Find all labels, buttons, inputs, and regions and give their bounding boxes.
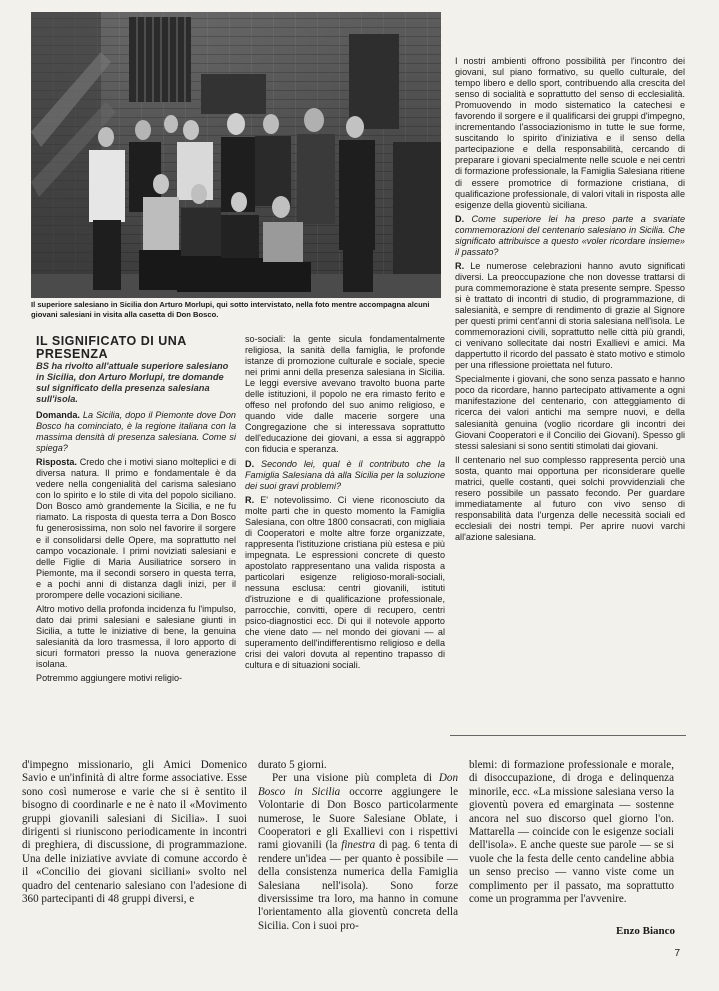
- answer-text: so-sociali: la gente sicula fondamentalmente religiosa, la sanità della famiglia, le profonde istanze di promozione culturale e sociale, specie nei primi anni della presenza salesiana in Sicilia. Le leggi eversive avevano travolto buona parte delle istituzioni, il popolo ne era rimasto ferito e offeso nel profondo del suo animo religioso, e quando vide dalle macerie sorgere una Congregazione che si interessava soprattutto dell'educazione dei giovani, a essa si aggrappò con fiducia e speranza.: [245, 334, 445, 455]
- question-text: Secondo lei, qual è il contributo che la Famiglia Salesiana dà alla Sicilia per la soluzione dei suoi gravi problemi?: [245, 458, 445, 491]
- paragraph: [245, 459, 445, 492]
- body-text: Per una visione più completa di: [272, 772, 439, 785]
- body-text: durato 5 giorni.: [258, 759, 327, 771]
- body-text-italic: Don Bosco in Sicilia: [258, 772, 458, 798]
- interview-column-2: [245, 334, 445, 671]
- body-paragraph: [258, 772, 458, 933]
- answer-label: R.: [455, 260, 465, 271]
- paragraph: [36, 673, 236, 684]
- paragraph: [36, 410, 236, 454]
- answer-text: Le numerose celebrazioni hanno avuto significati diversi. La preoccupazione che non dovesse trattarsi di pura commemorazione è stata presente sempre. Spesso si è trattato di incontri di studio, di programmazione, di salesianità, e sempre di rendimento di grazie al Signore per questi primi cent'anni di storia salesiana nell'isola. Le commemorazioni civili, soprattutto nelle città più grandi, ci venivano sollecitate dai nostri Exallievi e amici. Ma dappertutto il ricordo del passato è stato motivo e stimolo per una riflessione proiettata nel futuro.: [455, 260, 685, 371]
- photo-scene: [31, 12, 441, 298]
- author-signature: Enzo Bianco: [616, 925, 675, 937]
- question-text: Come superiore lei ha preso parte a svariate commemorazioni del centenario salesiano in Sicilia. Che significato attribuisce a questo «voler ricordare insieme» il passato?: [455, 213, 685, 257]
- paragraph: [455, 261, 685, 371]
- answer-text: E' notevolissimo. Ci viene riconosciuto da molte parti che in questo momento la Famiglia Salesiana, con oltre 1800 consacrati, con migliaia di Cooperatori e molte altre forze organizzate, rappresenta l'istituzione cristiana più estesa e più impegnata. Le espressioni concrete di questo apostolato rappresentano una valida risposta a particolari esigenze religioso-morali-sociali, nessuna esclusa: centri giovanili, istituti d'istruzione e di qualificazione professionale, parrocchie, convitti, opere di recupero, centri psico-diagnostici ecc. Di qui il notevole apporto che viene dato — nel mondo dei giovani — al superamento dell'indifferentismo religioso e della crisi dei valori dovuta al repentino trapasso di cultura e di situazioni sociali.: [245, 494, 445, 671]
- body-text-italic: finestra: [341, 839, 376, 852]
- article-intro: BS ha rivolto all'attuale superiore salesiano in Sicilia, don Arturo Morlupi, tre domande sul significato della presenza salesiana sull'isola.: [36, 361, 229, 405]
- question-label: D.: [455, 213, 465, 224]
- paragraph: [36, 457, 236, 601]
- body-text: blemi: di formazione professionale e morale, di disoccupazione, di droga e delinquenza minorile, ecc. «La missione salesiana verso la gioventù povera ed emarginata — sostenne ancora nel suo discorso quel giorno l'on. Mattarella — coincide con le esigenze sociali dell'isola». E anche queste sue parole — se si vuole che la festa delle cento candeline abbia un senso preciso — vanno viste come un complimento per il passato, ma soprattutto come un programma per l'avvenire.: [469, 759, 674, 906]
- paragraph: [245, 334, 445, 456]
- body-text: occorre aggiungere le Volontarie di Don Bosco particolarmente numerose, le Suore Salesiane Oblate, i Cooperatori e gli Exallievi con i rispettivi rami giovanili (la: [258, 785, 458, 852]
- paragraph: [455, 374, 685, 451]
- interview-column-3: [455, 56, 685, 543]
- paragraph: [455, 56, 685, 211]
- body-text: di pag. 6 tenta di rendere un'idea — per quanto è possibile — della consistenza numerica della Famiglia Salesiana nell'isola). Sono forze diversissime tra loro, ma hanno in comune l'orientamento alla gioventù concreta della Sicilia. Con i suoi pro-: [258, 839, 458, 932]
- section-divider: [450, 735, 686, 736]
- answer-text: Il centenario nel suo complesso rappresenta perciò una sosta, quanto mai opportuna per riconsiderare quelle matrici, quelle costanti, quei solchi provvidenziali che resero possibile un passato fecondo. Per guardare immediatamente al futuro con vivo senso di responsabilità data l'urgenza delle necessità sociali ed ecclesiali dei nostri tempi. Per aprire nuovi varchi all'azione salesiana.: [455, 454, 685, 542]
- page-number: 7: [674, 948, 680, 959]
- question-label: Domanda.: [36, 410, 80, 420]
- answer-label: Risposta.: [36, 457, 77, 468]
- paragraph: [455, 455, 685, 543]
- paragraph: [36, 604, 236, 670]
- body-column-3: [469, 759, 674, 906]
- question-label: D.: [245, 458, 255, 469]
- answer-text: Credo che i motivi siano molteplici e di diversa natura. Il primo e fondamentale è da vedere nella congenialità del carisma salesiano con lo spirito e lo stile di vita del popolo siciliano. Don Bosco amò grandemente la Sicilia, e ne fu riamato. La risposta di questa terra a Don Bosco fu generosissima, non solo nel favorire il sorgere e il consolidarsi delle Opere, ma soprattutto nel campo vocazionale. I primi noviziati salesiani e delle Figlie di Maria Ausiliatrice sorsero in Piemonte, ma il secondi sorsero in questa terra, e a pochi anni di distanza dagli inizi, per il prorompere delle vocazioni siciliane.: [36, 457, 236, 600]
- answer-text: Altro motivo della profonda incidenza fu l'impulso, dato dai primi salesiani e salesiane giunti in Sicilia, a tutte le iniziative di bene, la genuina salesianità da loro trasmessa, il loro apporto di sicuri formatori presso la nuova generazione isolana.: [36, 603, 236, 670]
- paragraph: [245, 495, 445, 672]
- interview-column-1: [36, 410, 236, 684]
- paragraph: [455, 214, 685, 258]
- answer-text: Specialmente i giovani, che sono senza passato e hanno poco da ricordare, hanno partecipato attivamente a ogni manifestazione del centenario, con atteggiamento di ricerca dei valori antichi ma sempre nuovi, e della salesianità genuina (voglio ricordare gli incontri dei Giovani Cooperatori e il Concilio dei Giovani). Spesso gli stessi salesiani si sono sentiti stimolati dai giovani.: [455, 374, 685, 451]
- body-column-1: [22, 759, 247, 906]
- group-photo: [31, 12, 441, 298]
- question-text: La Sicilia, dopo il Piemonte dove Don Bosco ha cominciato, è la regione italiana con la massima densità di presenza salesiana. Come si spiega?: [36, 410, 236, 454]
- answer-label: R.: [245, 494, 255, 505]
- answer-text: I nostri ambienti offrono possibilità per l'incontro dei giovani, sul piano formativo, su quello culturale, del tempo libero e dello sport, contribuendo alla crescita del senso di socialità e soprattutto del senso di ecclesialità. Promuovendo in modo sistematico la catechesi e favorendo il sorgere e il qualificarsi dei gruppi d'impegno, incrementando l'associazionismo in tutte le sue forme, suscitando lo spirito d'iniziativa e il senso della partecipazione e della responsabilità, cercando di preparare i giovani specialmente nelle scuole e nei centri di formazione professionale, la Famiglia Salesiana ritiene di essere promotrice di formazione cristiana, di qualificazione professionale, di valori vitali in risposta alle esigenze della gioventù siciliana.: [455, 56, 685, 210]
- photo-caption: Il superiore salesiano in Sicilia don Arturo Morlupi, qui sotto intervistato, nella foto mentre accompagna alcuni giovani salesiani in visita alla casetta di Don Bosco.: [31, 300, 430, 319]
- body-column-2: [258, 759, 458, 933]
- body-text: d'impegno missionario, gli Amici Domenico Savio e un'infinità di altre forme associative. Esse sono così numerose e varie che si è sentito il bisogno di coordinarle e ne è nato il «Movimento gruppi giovanili salesiani di Sicilia». I suoi dirigenti si riuniscono periodicamente in incontri di preghiera, di discussione, di programmazione. Una delle iniziative avviate di comune accordo è il «Concilio dei giovani siciliani» svolto nel quadro del centenario salesiano con l'adesione di 360 partecipanti di 48 gruppi diversi, e: [22, 759, 247, 906]
- article-heading: IL SIGNIFICATO DI UNA PRESENZA: [36, 334, 187, 362]
- answer-text: Potremmo aggiungere motivi religio-: [36, 673, 183, 684]
